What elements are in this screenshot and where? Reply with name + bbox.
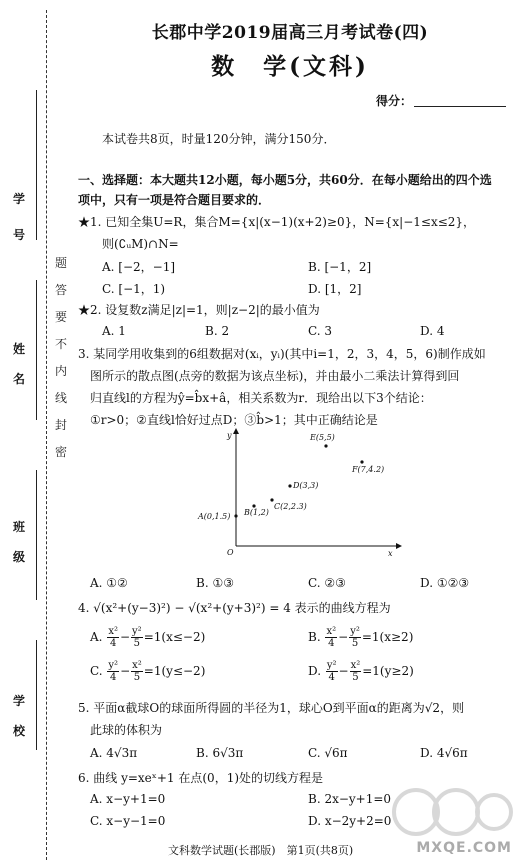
fraction — [131, 660, 143, 683]
q3-stem-cont: ①r>0；②直线l恰好过点D；③b̂>1；其中正确结论是 — [90, 413, 378, 427]
numerator: x² — [350, 660, 361, 671]
q3-stem-cont: 归直线l的方程为ŷ=b̂x+â，相关系数为r．现给出以下3个结论： — [90, 391, 432, 405]
y-axis-arrow — [233, 428, 239, 434]
denominator: 5 — [352, 672, 359, 683]
field-label: 号 — [12, 228, 25, 242]
field-label: 级 — [12, 550, 25, 564]
q6-option-b[interactable]: B. 2x−y+1=0 — [308, 792, 392, 806]
exam-title: 长郡中学2019届高三月考试卷(四) — [151, 23, 429, 43]
numerator: y² — [132, 626, 142, 637]
name-field — [6, 340, 32, 388]
q5-option-a[interactable]: A. 4√3π — [90, 746, 138, 760]
seal-char: 答 — [54, 283, 67, 297]
data-point-label: D(3,3) — [293, 481, 319, 490]
field-label: 学 — [12, 192, 25, 206]
seal-char: 要 — [54, 310, 67, 324]
q2-option-b[interactable]: B. 2 — [205, 324, 230, 338]
q3-option-c[interactable]: C. ②③ — [308, 576, 346, 590]
denominator: 4 — [328, 672, 335, 683]
fraction — [349, 626, 361, 649]
q6-option-a[interactable]: A. x−y+1=0 — [90, 792, 166, 806]
q6-option-c[interactable]: C. x−y−1=0 — [90, 814, 166, 828]
fraction — [107, 660, 119, 683]
fraction — [326, 660, 338, 683]
seal-char: 封 — [54, 418, 67, 432]
q2-option-a[interactable]: A. 1 — [102, 324, 126, 338]
data-point — [324, 444, 327, 447]
data-point — [234, 514, 237, 517]
q1-option-c[interactable]: C. [−1，1) — [102, 282, 166, 296]
numerator: x² — [132, 660, 142, 671]
q4-option-d[interactable]: D. $\frac{\text{y²}}{4}$ − $\frac{\text{x²}}{5}$ =1(y≥2) — [308, 660, 414, 683]
x-axis-arrow — [396, 543, 402, 549]
q1-option-b[interactable]: B. [−1，2] — [308, 260, 372, 274]
section-heading-cont: 项中，只有一项是符合题目要求的． — [78, 193, 271, 207]
seal-char: 不 — [54, 337, 67, 351]
class-field — [6, 518, 32, 566]
option-tail: =1(y≥2) — [362, 664, 414, 678]
field-label: 姓 — [12, 342, 25, 356]
fraction — [350, 660, 362, 683]
q5-stem: 5. 平面α截球O的球面所得圆的半径为1，球心O到平面α的距离为√2，则 — [78, 701, 465, 715]
option-letter: B. — [308, 630, 321, 644]
q1-option-d[interactable]: D. [1，2] — [308, 282, 362, 296]
data-point — [288, 484, 291, 487]
scatter-plot-figure — [196, 426, 402, 558]
field-label: 学 — [12, 694, 25, 708]
q5-stem-cont: 此球的体积为 — [90, 723, 163, 737]
watermark-text: MXQE.COM — [416, 840, 512, 856]
denominator: 5 — [133, 672, 141, 683]
q4-option-b[interactable]: B. $\frac{\text{x²}}{4}$ − $\frac{\text{y²}}{5}$ =1(x≥2) — [308, 626, 414, 649]
numerator: y² — [326, 660, 337, 671]
data-point-label: B(1,2) — [244, 508, 269, 517]
score-field — [376, 92, 506, 109]
denominator: 4 — [110, 672, 117, 683]
data-point-label: A(0,1.5) — [198, 512, 231, 521]
seal-char: 线 — [54, 391, 67, 405]
seal-char: 题 — [54, 256, 67, 270]
data-point — [360, 460, 363, 463]
section-heading: 一、选择题：本大题共12小题，每小题5分，共60分．在每小题给出的四个选 — [78, 173, 492, 187]
q3-option-a[interactable]: A. ①② — [90, 576, 128, 590]
option-letter: A. — [90, 630, 103, 644]
numerator: y² — [350, 626, 360, 637]
option-letter: C. — [90, 664, 103, 678]
q2-option-c[interactable]: C. 3 — [308, 324, 333, 338]
q3-stem: 3. 某同学用收集到的6组数据对(xᵢ，yᵢ)(其中i=1，2，3，4，5，6)制作成如 — [78, 347, 486, 361]
q5-option-b[interactable]: B. 6√3π — [196, 746, 244, 760]
q5-option-c[interactable]: C. √6π — [308, 746, 348, 760]
data-point-label: F(7,4.2) — [352, 465, 385, 474]
class-line[interactable] — [36, 470, 37, 600]
numerator: x² — [326, 626, 337, 637]
name-line[interactable] — [36, 280, 37, 420]
option-tail: =1(x≤−2) — [143, 630, 206, 644]
numerator: x² — [108, 626, 118, 637]
origin-label: O — [227, 548, 234, 557]
q1-stem-cont: 则(∁ᵤM)∩N= — [102, 237, 179, 251]
score-label: 得分： — [375, 94, 412, 108]
field-label: 名 — [12, 372, 25, 386]
q6-stem: 6. 曲线 y=xeˣ+1 在点(0，1)处的切线方程是 — [78, 771, 324, 785]
field-label: 班 — [12, 520, 25, 534]
fraction — [107, 626, 119, 649]
q3-option-d[interactable]: D. ①②③ — [420, 576, 470, 590]
fraction — [131, 626, 143, 649]
q1-stem: ★1. 已知全集U=R，集合M={x|(x−1)(x+2)≥0}，N={x|−1≤x≤2}， — [78, 215, 476, 229]
score-blank[interactable] — [414, 94, 506, 107]
q2-stem: ★2. 设复数z满足|z|=1，则|z−2|的最小值为 — [78, 303, 320, 317]
option-tail: =1(y≤−2) — [143, 664, 206, 678]
binding-dashed-line — [46, 10, 47, 860]
q2-option-d[interactable]: D. 4 — [420, 324, 445, 338]
denominator: 4 — [109, 638, 117, 649]
denominator: 5 — [351, 638, 359, 649]
q4-option-c[interactable]: C. $\frac{\text{y²}}{4}$ − $\frac{\text{x²}}{5}$ =1(y≤−2) — [90, 660, 206, 683]
data-point-label: E(5,5) — [310, 433, 335, 442]
student-id-line[interactable] — [36, 90, 37, 240]
page-footer: 文科数学试题(长郡版) 第1页(共8页) — [168, 844, 354, 857]
q3-option-b[interactable]: B. ①③ — [196, 576, 234, 590]
x-axis-label: x — [388, 549, 393, 558]
school-field — [6, 692, 32, 740]
plot-points — [197, 433, 384, 521]
seal-warning — [52, 250, 70, 466]
student-id-field — [6, 190, 32, 244]
denominator: 4 — [328, 638, 335, 649]
data-point-label: C(2,2.3) — [274, 502, 307, 511]
fraction — [325, 626, 337, 649]
q4-stem: 4. √(x²+(y−3)²) − √(x²+(y+3)²) = 4 表示的曲线方程为 — [78, 601, 391, 615]
option-tail: =1(x≥2) — [361, 630, 414, 644]
y-axis-label: y — [227, 431, 232, 440]
school-line[interactable] — [36, 640, 37, 750]
denominator: 5 — [133, 638, 141, 649]
seal-char: 密 — [54, 445, 67, 459]
plot-axes — [226, 428, 402, 558]
q5-option-d[interactable]: D. 4√6π — [420, 746, 468, 760]
exam-subject: 数 学(文科) — [211, 53, 369, 80]
q4-option-a[interactable]: A. $\frac{\text{x²}}{4}$ − $\frac{\text{y²}}{5}$ =1(x≤−2) — [90, 626, 206, 649]
exam-intro: 本试卷共8页，时量120分钟，满分150分． — [102, 132, 336, 146]
q3-stem-cont: 图所示的散点图(点旁的数据为该点坐标)，并由最小二乘法计算得到回 — [90, 369, 460, 383]
field-label: 校 — [12, 724, 25, 738]
q1-option-a[interactable]: A. [−2，−1] — [102, 260, 176, 274]
seal-char: 内 — [54, 364, 67, 378]
q6-option-d[interactable]: D. x−2y+2=0 — [308, 814, 392, 828]
option-letter: D. — [308, 664, 322, 678]
numerator: y² — [108, 660, 119, 671]
